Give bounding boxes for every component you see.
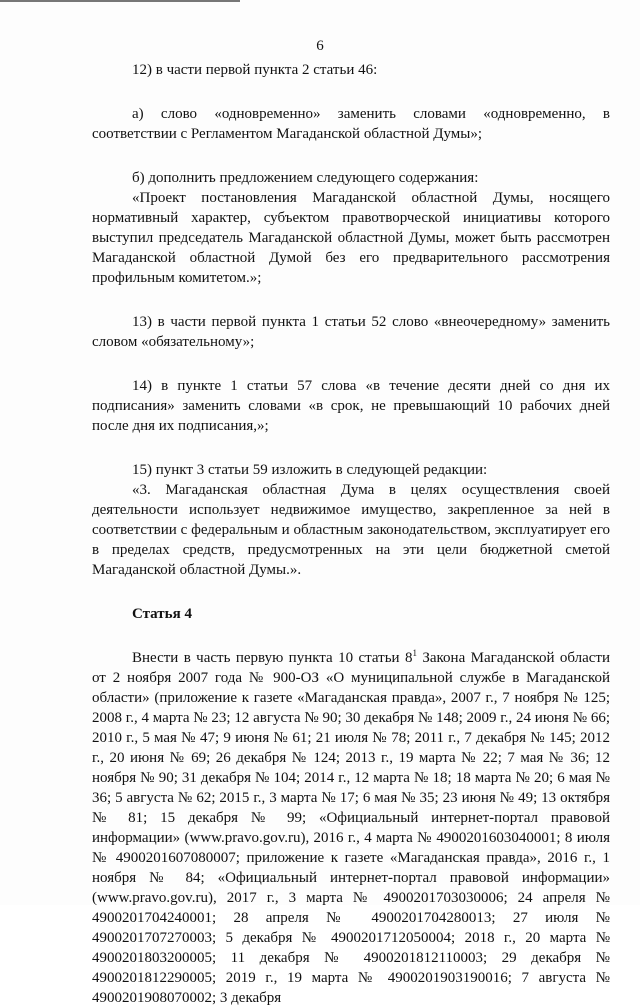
item-14: 14) в пункте 1 статьи 57 слова «в течение десяти дней со дня их подписания» заменить словами «в срок, не превышающий 10 рабочих дней после дня их подписания,»; [92,378,610,434]
item-12b-intro: б) дополнить предложением следующего содержания: [132,170,479,186]
item-15-intro: 15) пункт 3 статьи 59 изложить в следующей редакции: [132,462,488,478]
item-12b-quote: «Проект постановления Магаданской областной Думы, носящего нормативный характер, субъектом правотворческой инициативы которого выступил председатель Магаданской областной Думы, может быть рассмотрен Магаданской областной Думой без его предварительного рассмотрения профильным комитетом.»; [92,190,610,286]
article-4-superscript: 1 [412,648,417,658]
document-body [92,60,610,1008]
item-12: 12) в части первой пункта 2 статьи 46: [132,62,378,78]
top-rule [0,0,240,2]
article-4-text [92,648,610,1008]
article-4-title: Статья 4 [132,606,192,622]
article-4-text-rest: Закона Магаданской области от 2 ноября 2007 года № 900-ОЗ «О муниципальной службе в Магаданской области» (приложение к газете «Магаданская правда», 2007 г., 7 ноября № 125; 2008 г., 4 марта № 23; 12 августа № 90; 30 декабря № 148; 2009 г., 24 июня № 66; 2010 г., 5 мая № 47; 9 июня № 61; 21 июля № 78; 2011 г., 7 декабря № 145; 2012 г., 20 июня № 69; 26 декабря № 124; 2013 г., 19 марта № 22; 7 мая № 36; 12 ноября № 90; 31 декабря № 104; 2014 г., 12 марта № 18; 18 марта № 20; 6 мая № 36; 5 августа № 62; 2015 г., 3 марта № 17; 6 мая № 35; 23 июня № 49; 13 октября № 81; 15 декабря № 99; «Официальный интернет-портал правовой информации» (www.pravo.gov.ru), 2016 г., 4 марта № 4900201603040001; 8 июля № 4900201607080007; приложение к газете «Магаданская правда», 2016 г., 1 ноября № 84; «Официальный интернет-портал правовой информации» (www.pravo.gov.ru), 2017 г., 3 марта № 4900201703030006; 24 апреля № 4900201704240001; 28 апреля № 4900201704280013; 27 июля № 4900201707270003; 5 декабря № 4900201712050004; 2018 г., 20 марта № 4900201803200005; 11 декабря № 4900201812110003; 29 декабря № 4900201812290005; 2019 г., 19 марта № 4900201903190016; 7 августа № 4900201908070002; 3 декабря [92,650,610,1006]
article-4-text-start: Внести в часть первую пункта 10 статьи 8 [132,650,413,666]
item-12a: а) слово «одновременно» заменить словами «одновременно, в соответствии с Регламентом Магаданской областной Думы»; [92,106,610,142]
item-13: 13) в части первой пункта 1 статьи 52 слово «внеочередному» заменить словом «обязательному»; [92,314,610,350]
item-15-quote: «3. Магаданская областная Дума в целях осуществления своей деятельности использует недвижимое имущество, закрепленное за ней в соответствии с федеральным и областным законодательством, эксплуатирует его в пределах средств, предусмотренных на эти цели бюджетной сметой Магаданской областной Думы.». [92,482,610,578]
page-number: 6 [316,38,324,54]
